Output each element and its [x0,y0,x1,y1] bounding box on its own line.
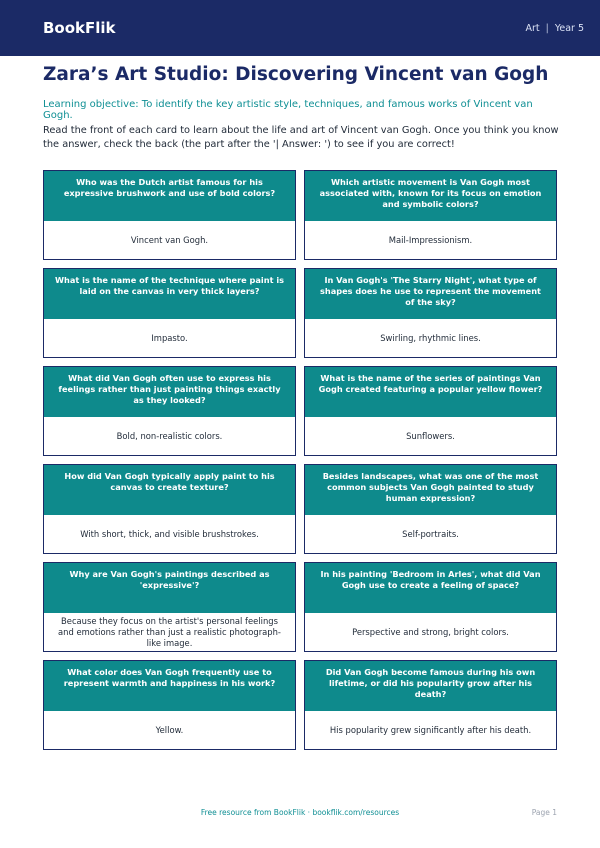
page-footer [0,808,600,820]
card-back: Sunflowers. [305,417,556,455]
footer-resource-link[interactable]: Free resource from BookFlik · bookflik.com/resources [200,808,400,817]
year-level: Year 5 [554,22,584,34]
page-title: Zara’s Art Studio: Discovering Vincent van Gogh [43,64,549,85]
flashcard-grid [43,170,557,750]
card-front: What color does Van Gogh frequently use to represent warmth and happiness in his work? [44,661,295,711]
card-front: What is the name of the series of paintings Van Gogh created featuring a popular yellow flower? [305,367,556,417]
card-back: Impasto. [44,319,295,357]
flashcard [43,464,296,554]
card-back: Self-portraits. [305,515,556,553]
card-back: His popularity grew significantly after his death. [305,711,556,749]
subject-label [525,23,584,34]
card-front: Which artistic movement is Van Gogh most associated with, known for its focus on emotion and symbolic colors? [305,171,556,221]
card-back: Swirling, rhythmic lines. [305,319,556,357]
card-back: Bold, non-realistic colors. [44,417,295,455]
card-front: Why are Van Gogh's paintings described as 'expressive'? [44,563,295,613]
flashcard [43,660,296,750]
card-front: What is the name of the technique where paint is laid on the canvas in very thick layers? [44,269,295,319]
subject-name: Art [525,22,540,34]
card-back: Yellow. [44,711,295,749]
card-front: What did Van Gogh often use to express his feelings rather than just painting things exactly as they looked? [44,367,295,417]
card-front: In Van Gogh's 'The Starry Night', what type of shapes does he use to represent the movement of the sky? [305,269,556,319]
brand-logo[interactable]: BookFlik [43,19,116,37]
card-back: Mail-Impressionism. [305,221,556,259]
card-front: In his painting 'Bedroom in Arles', what did Van Gogh use to create a feeling of space? [305,563,556,613]
flashcard [304,170,557,260]
flashcard [304,660,557,750]
page-number: Page 1 [531,808,557,817]
flashcard [304,366,557,456]
card-front: Besides landscapes, what was one of the most common subjects Van Gogh painted to study human expression? [305,465,556,515]
learning-objective: Learning objective: To identify the key artistic style, techniques, and famous works of Vincent van Gogh. [43,99,533,121]
flashcard [43,562,296,652]
card-front: Who was the Dutch artist famous for his expressive brushwork and use of bold colors? [44,171,295,221]
card-front: Did Van Gogh become famous during his own lifetime, or did his popularity grow after his death? [305,661,556,711]
top-bar [0,0,600,56]
card-back: Vincent van Gogh. [44,221,295,259]
subject-separator: | [545,22,549,34]
instructions: Read the front of each card to learn about the life and art of Vincent van Gogh. Once you think you know the answer, check the back (the part after the '| Answer: ') to see if you are correct! [43,125,559,150]
flashcard [43,170,296,260]
flashcard [304,562,557,652]
card-back: Because they focus on the artist's personal feelings and emotions rather than just a realistic photograph-like image. [44,613,295,651]
flashcard [43,268,296,358]
flashcard [304,268,557,358]
flashcard [43,366,296,456]
card-back: With short, thick, and visible brushstrokes. [44,515,295,553]
card-front: How did Van Gogh typically apply paint to his canvas to create texture? [44,465,295,515]
flashcard [304,464,557,554]
card-back: Perspective and strong, bright colors. [305,613,556,651]
